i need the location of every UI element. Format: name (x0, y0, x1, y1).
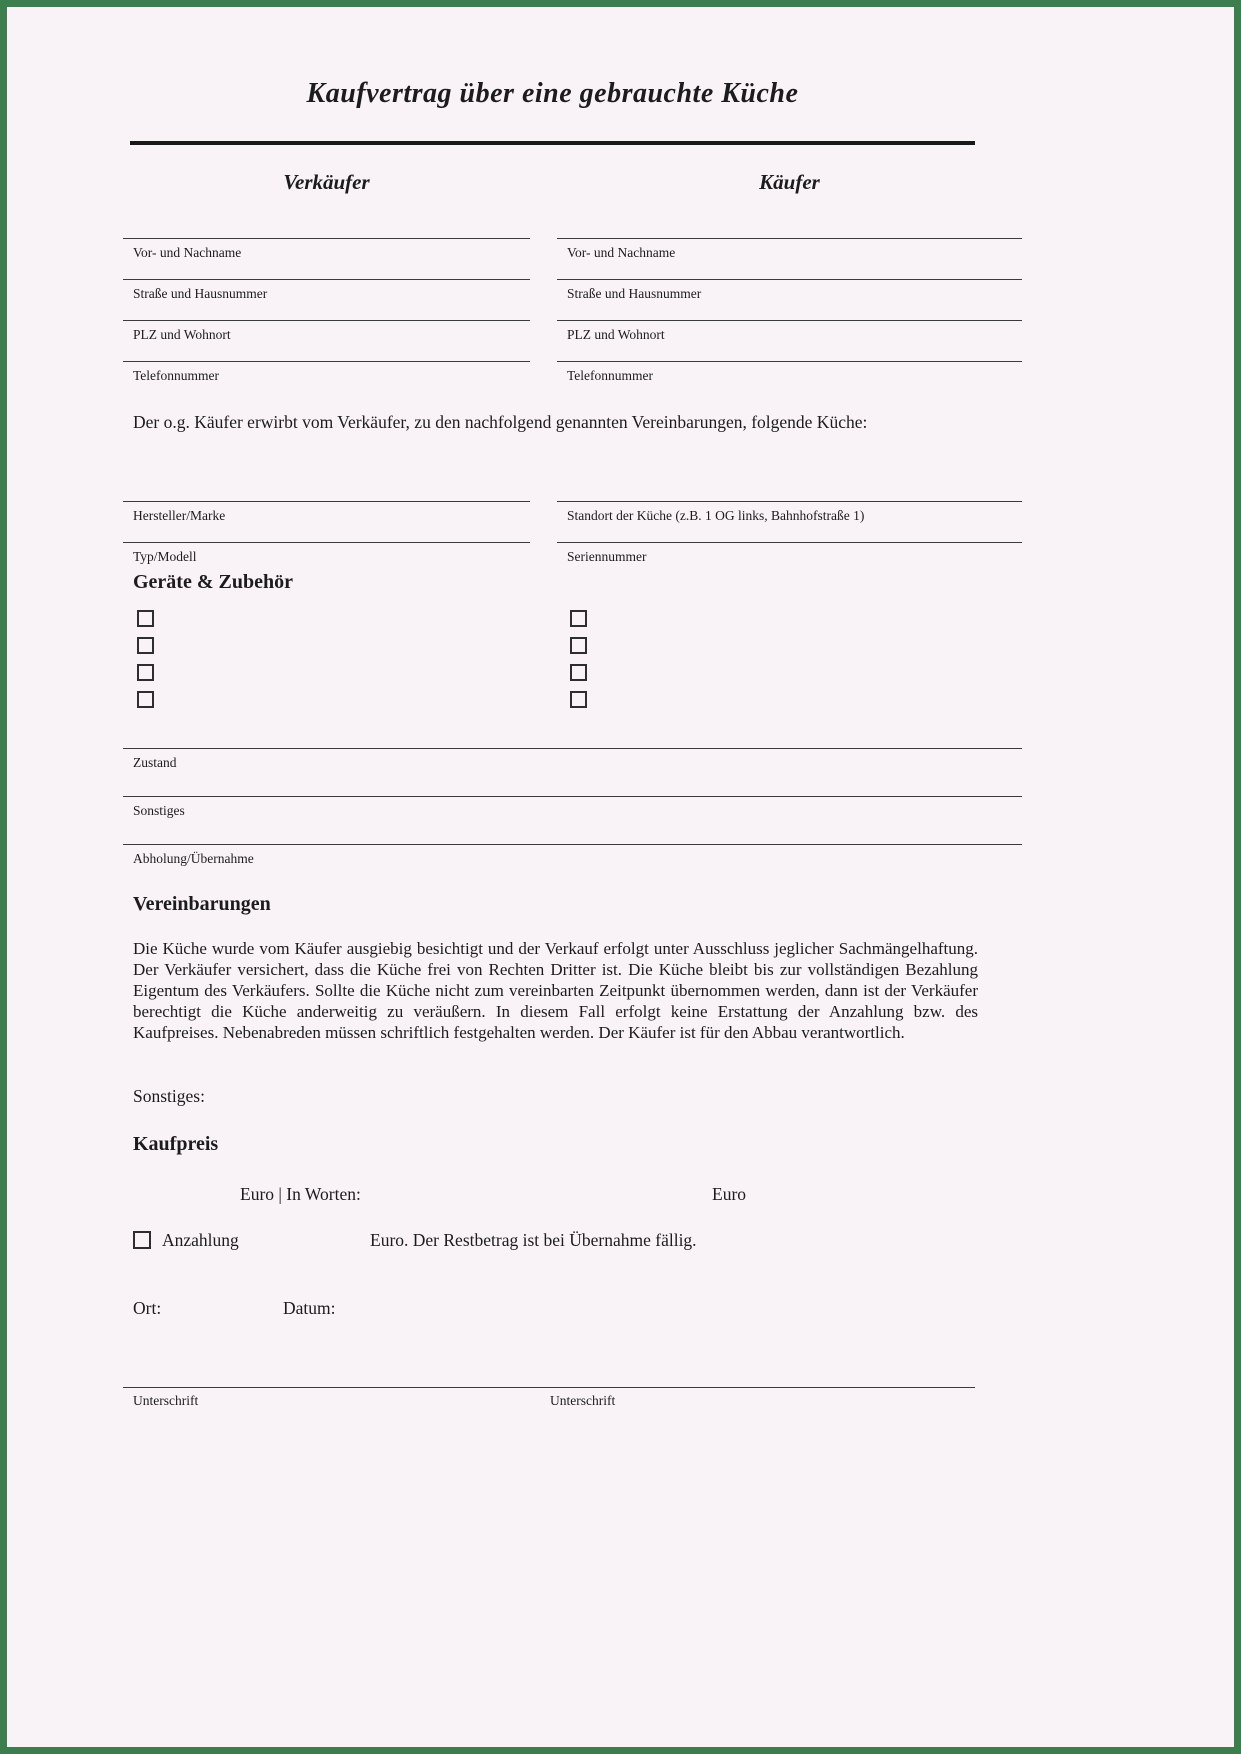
field-seller-phone-label: Telefonnummer (133, 368, 220, 383)
field-serialnumber[interactable] (557, 542, 1022, 566)
field-model[interactable] (123, 542, 530, 566)
field-buyer-phone[interactable] (557, 361, 1022, 385)
field-seller-phone[interactable] (123, 361, 530, 385)
field-seller-city-label: PLZ und Wohnort (133, 327, 231, 342)
device-checkbox[interactable] (137, 691, 154, 708)
field-buyer-phone-label: Telefonnummer (567, 368, 654, 383)
device-checkbox[interactable] (570, 664, 587, 681)
device-checkbox[interactable] (137, 637, 154, 654)
device-checkbox[interactable] (137, 610, 154, 627)
field-other-label: Sonstiges (133, 803, 185, 818)
balance-text: Euro. Der Restbetrag ist bei Übernahme fällig. (370, 1230, 697, 1250)
field-condition-label: Zustand (133, 755, 177, 770)
field-location[interactable] (557, 501, 1022, 525)
field-condition[interactable] (123, 748, 1022, 772)
field-buyer-city-label: PLZ und Wohnort (567, 327, 665, 342)
field-buyer-street-label: Straße und Hausnummer (567, 286, 702, 301)
field-seller-street-label: Straße und Hausnummer (133, 286, 268, 301)
agreements-heading: Vereinbarungen (133, 893, 271, 915)
field-serialnumber-label: Seriennummer (567, 549, 647, 564)
field-manufacturer[interactable] (123, 501, 530, 525)
field-manufacturer-label: Hersteller/Marke (133, 508, 226, 523)
deposit-label: Anzahlung (162, 1230, 239, 1250)
euro-label: Euro (712, 1184, 747, 1204)
field-seller-name[interactable] (123, 238, 530, 262)
field-pickup[interactable] (123, 844, 1022, 868)
deposit-checkbox[interactable] (133, 1231, 151, 1249)
device-checkbox[interactable] (570, 610, 587, 627)
signature-label-buyer: Unterschrift (550, 1393, 616, 1408)
field-buyer-street[interactable] (557, 279, 1022, 303)
device-checkbox[interactable] (137, 664, 154, 681)
devices-heading: Geräte & Zubehör (133, 571, 293, 593)
intro-paragraph: Der o.g. Käufer erwirbt vom Verkäufer, zu den nachfolgend genannten Vereinbarungen, folgende Küche: (133, 412, 868, 432)
field-pickup-label: Abholung/Übernahme (133, 851, 254, 866)
signature-label-seller: Unterschrift (133, 1393, 199, 1408)
place-label: Ort: (133, 1298, 162, 1318)
device-checkbox[interactable] (570, 637, 587, 654)
field-location-label: Standort der Küche (z.B. 1 OG links, Bahnhofstraße 1) (567, 508, 865, 523)
buyer-column-header: Käufer (759, 170, 820, 194)
field-buyer-city[interactable] (557, 320, 1022, 344)
field-seller-name-label: Vor- und Nachname (133, 245, 242, 260)
signature-line[interactable] (123, 1387, 975, 1388)
seller-column-header: Verkäufer (283, 170, 370, 194)
field-buyer-name[interactable] (557, 238, 1022, 262)
device-checkbox[interactable] (570, 691, 587, 708)
price-heading: Kaufpreis (133, 1133, 219, 1155)
field-seller-city[interactable] (123, 320, 530, 344)
field-other[interactable] (123, 796, 1022, 820)
sonstiges-label: Sonstiges: (133, 1086, 205, 1106)
agreements-paragraph: Die Küche wurde vom Käufer ausgiebig besichtigt und der Verkauf erfolgt unter Ausschluss jeglicher Sachmängelhaftung. Der Verkäufer versichert, dass die Küche frei von Rechten Dritter ist. Die Küche bleibt bis zur vollständigen Bezahlung Eigentum des Verkäufers. Sollte die Küche nicht zum vereinbarten Zeitpunkt übernommen werden, dann ist der Verkäufer berechtigt die Küche anderweitig zu veräußern. In diesem Fall erfolgt keine Erstattung der Anzahlung bzw. des Kaufpreises. Nebenabreden müssen schriftlich festgehalten werden. Der Käufer ist für den Abbau verantwortlich. (133, 939, 978, 1042)
title-divider (130, 141, 975, 145)
field-buyer-name-label: Vor- und Nachname (567, 245, 676, 260)
document-title: Kaufvertrag über eine gebrauchte Küche (306, 78, 799, 109)
field-seller-street[interactable] (123, 279, 530, 303)
field-model-label: Typ/Modell (133, 549, 197, 564)
date-label: Datum: (283, 1298, 336, 1318)
euro-in-words-label: Euro | In Worten: (240, 1184, 361, 1204)
